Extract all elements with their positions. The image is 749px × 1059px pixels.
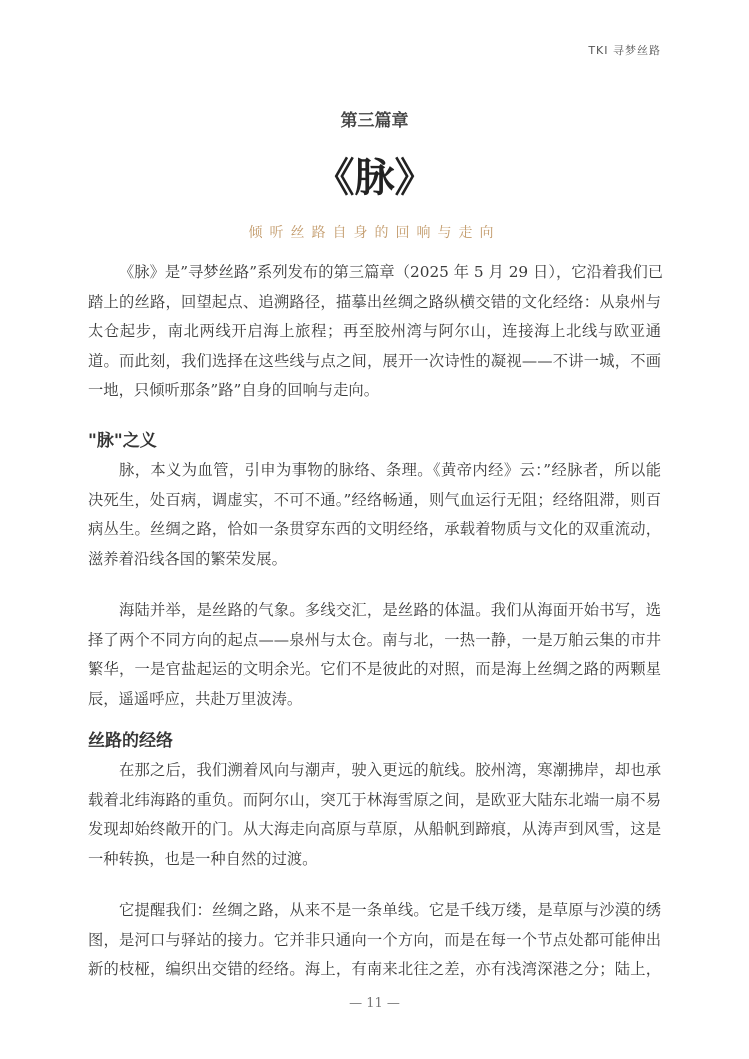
text-line: 《脉》是”寻梦丝路”系列发布的第三篇章（2025 年 5 月 29 日），它沿着我们已	[119, 263, 664, 281]
paragraph	[88, 596, 661, 714]
text-line: 一种转换，也是一种自然的过渡。	[88, 849, 318, 868]
text-line: 滋养着沿线各国的繁荣发展。	[88, 549, 287, 568]
text-line: 病丛生。丝绸之路，恰如一条贯穿东西的文明经络，承载着物质与文化的双重流动，	[88, 520, 661, 538]
running-header: TKI 寻梦丝路	[588, 44, 661, 57]
section-meaning	[88, 426, 661, 714]
text-line: 载着北纬海路的重负。而阿尔山，突兀于林海雪原之间，是欧亚大陆东北端一扇不易	[88, 790, 661, 809]
section-veins	[88, 726, 661, 985]
text-line: 一地，只倾听那条”路”自身的回响与走向。	[88, 381, 379, 399]
page-number: — 11 —	[349, 996, 400, 1011]
text-line: 在那之后，我们溯着风向与潮声，驶入更远的航线。胶州湾，寒潮拂岸，却也承	[119, 761, 661, 779]
text-line: 道。而此刻，我们选择在这些线与点之间，展开一次诗性的凝视——不讲一城，不画	[88, 351, 661, 370]
chapter-label: 第三篇章	[340, 111, 409, 131]
intro-paragraph	[88, 258, 664, 406]
text-line: 决死生，处百病，调虚实，不可不通。”经络畅通，则气血运行无阻；经络阻滞，则百	[88, 490, 661, 509]
paragraph	[88, 896, 661, 985]
text-line: 新的枝桠，编织出交错的经络。海上，有南来北往之差，亦有浅湾深港之分；陆上，	[88, 960, 661, 978]
section-heading: 丝路的经络	[88, 731, 173, 751]
text-line: 繁华，一是官盐起运的文明余光。它们不是彼此的对照，而是海上丝绸之路的两颗星	[88, 660, 661, 678]
paragraph	[88, 756, 661, 874]
text-line: 发现却始终敞开的门。从大海走向高原与草原，从船帆到蹄痕，从涛声到风雪，这是	[88, 820, 661, 838]
section-heading: "脉"之义	[88, 431, 157, 451]
text-line: 踏上的丝路，回望起点、追溯路径，描摹出丝绸之路纵横交错的文化经络：从泉州与	[88, 292, 661, 311]
text-line: 脉，本义为血管，引申为事物的脉络、条理。《黄帝内经》云：”经脉者，所以能	[119, 461, 661, 479]
paragraph	[88, 456, 661, 574]
subtitle: 倾听丝路自身的回响与走向	[248, 225, 501, 241]
text-line: 辰，遥遥呼应，共赴万里波涛。	[88, 689, 303, 708]
text-line: 它提醒我们：丝绸之路，从来不是一条单线。它是千线万缕，是草原与沙漠的绣	[119, 901, 661, 919]
text-line: 海陆并举，是丝路的气象。多线交汇，是丝路的体温。我们从海面开始书写，选	[119, 601, 661, 619]
page-title: 《脉》	[314, 155, 435, 201]
text-line: 太仓起步，南北两线开启海上旅程；再至胶州湾与阿尔山，连接海上北线与欧亚通	[88, 322, 661, 340]
text-line: 择了两个不同方向的起点——泉州与太仓。南与北，一热一静，一是万舶云集的市井	[88, 630, 661, 649]
text-line: 图，是河口与驿站的接力。它并非只通向一个方向，而是在每一个节点处都可能伸出	[88, 930, 661, 949]
